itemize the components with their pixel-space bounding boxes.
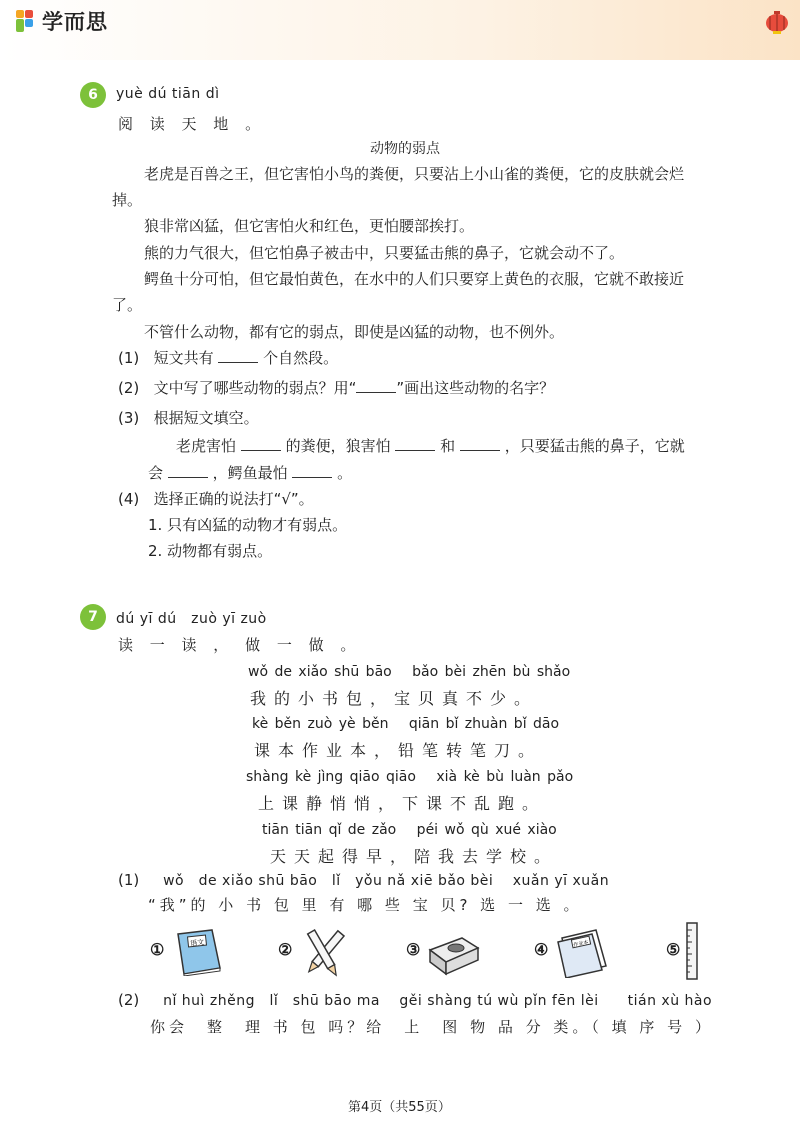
sub-question-2-number: (2) [118,379,140,397]
sub-question-4-text: 选择正确的说法打“√”。 [153,490,314,508]
item-3-number: ③ [406,940,421,959]
notebooks-icon[interactable] [554,928,614,978]
fill-text: ，只要猛击熊的鼻子，它就 [504,437,685,455]
sharpener-icon[interactable] [426,932,482,976]
answer-blank[interactable] [292,465,332,478]
brand-name: 学而思 [42,10,108,34]
fill-line-1 [176,433,685,459]
question-7-badge: 7 [80,604,106,630]
q7-heading: 读 一 读 ， 做 一 做 。 [118,636,362,654]
poem-line-1: 我的小书包，宝贝真不少。 [250,689,539,708]
notebook-label: 作业本 [572,939,589,949]
page-header [0,0,800,60]
sub-question-3-number: (3) [118,409,140,427]
q6-heading: 阅 读 天 地 。 [118,115,267,133]
paragraph-4-line-1: 鳄鱼十分可怕，但它最怕黄色，在水中的人们只要穿上黄色的衣服，它就不敢接近 [144,270,685,288]
paragraph-1-line-2: 掉。 [112,191,143,209]
sub-question-1-text-b: 个自然段。 [263,349,339,367]
answer-blank[interactable] [460,438,500,451]
fill-text: 老虎害怕 [176,437,237,455]
q7-sub-1-pinyin-row [118,867,609,894]
fill-text: 会 [148,464,164,482]
ruler-icon[interactable] [686,922,700,980]
q7-sub-2-text: 你会 整 理 书 包 吗？给 上 图 物 品 分 类。（ 填 序 号 ） [150,1018,714,1036]
paragraph-1-line-1: 老虎是百兽之王，但它害怕小鸟的粪便，只要沾上小山雀的粪便，它的皮肤就会烂 [144,165,685,183]
paragraph-4-line-2: 了。 [112,296,143,314]
passage-title: 动物的弱点 [370,141,440,157]
fill-text: 的粪便，狼害怕 [285,437,391,455]
item-pictures [150,928,710,984]
xueersi-logo-icon [16,10,38,32]
q7-sub-1-text: “我”的 小 书 包 里 有 哪 些 宝 贝? 选 一 选 。 [148,896,583,914]
q7-sub-1-number: (1) [118,871,140,889]
pencils-icon[interactable] [298,928,352,980]
textbook-icon[interactable] [172,928,224,976]
sub-question-4 [118,486,314,512]
poem-line-3: 上课静悄悄，下课不乱跑。 [258,794,547,813]
brand-logo [16,6,108,36]
sub-question-4-number: (4) [118,490,140,508]
paragraph-5: 不管什么动物，都有它的弱点，即使是凶猛的动物，也不例外。 [144,323,565,341]
poem-line-2-pinyin: kè běn zuò yè běn qiān bǐ zhuàn bǐ dāo [252,716,560,732]
fill-text: 。 [337,464,353,482]
answer-blank[interactable] [395,438,435,451]
item-4-number: ④ [534,940,549,959]
sub-question-2-text-b: ”画出这些动物的名字？ [396,379,555,397]
underline-sample [356,380,396,393]
paragraph-2: 狼非常凶猛，但它害怕火和红色，更怕腰部挨打。 [144,217,475,235]
paragraph-3: 熊的力气很大，但它怕鼻子被击中，只要猛击熊的鼻子，它就会动不了。 [144,244,625,262]
poem-line-3-pinyin: shàng kè jìng qiāo qiāo xià kè bù luàn pǎo [246,769,574,785]
question-6-badge: 6 [80,82,106,108]
item-2-number: ② [278,940,293,959]
textbook-label: 语文 [189,938,205,948]
answer-blank[interactable] [241,438,281,451]
poem-line-4: 天天起得早，陪我去学校。 [270,847,559,866]
q7-sub-1-pinyin: wǒ de xiǎo shū bāo lǐ yǒu nǎ xiē bǎo bèi xuǎn yī xuǎn [163,873,610,889]
q7-sub-2-pinyin: nǐ huì zhěng lǐ shū bāo ma gěi shàng tú wù pǐn fēn lèi tián xù hào [163,993,713,1009]
sub-question-3-text: 根据短文填空。 [153,409,259,427]
item-5-number: ⑤ [666,940,681,959]
fill-line-2 [148,460,352,486]
fill-text: 和 [440,437,456,455]
sub-question-2-text-a: 文中写了哪些动物的弱点？用“ [153,379,357,397]
q6-pinyin: yuè dú tiān dì [116,86,220,102]
answer-blank[interactable] [218,350,258,363]
poem-line-2: 课本作业本，铅笔转笔刀。 [254,741,543,760]
sub-question-1-text-a: 短文共有 [153,349,214,367]
option-1[interactable]: 1. 只有凶猛的动物才有弱点。 [148,516,348,534]
q7-sub-2-number: (2) [118,991,140,1009]
lantern-icon [764,10,790,36]
poem-line-1-pinyin: wǒ de xiǎo shū bāo bǎo bèi zhēn bù shǎo [248,664,571,680]
sub-question-1-number: (1) [118,349,140,367]
q7-pinyin: dú yī dú zuò yī zuò [116,611,267,627]
answer-blank[interactable] [168,465,208,478]
item-1-number: ① [150,940,165,959]
sub-question-3 [118,405,259,431]
fill-text: ，鳄鱼最怕 [212,464,288,482]
sub-question-2 [118,375,554,401]
sub-question-1 [118,345,338,371]
page-number: 第4页（共55页） [348,1100,451,1115]
q7-sub-2-pinyin-row [118,987,712,1014]
option-2[interactable]: 2. 动物都有弱点。 [148,542,273,560]
poem-line-4-pinyin: tiān tiān qǐ de zǎo péi wǒ qù xué xiào [262,822,557,838]
